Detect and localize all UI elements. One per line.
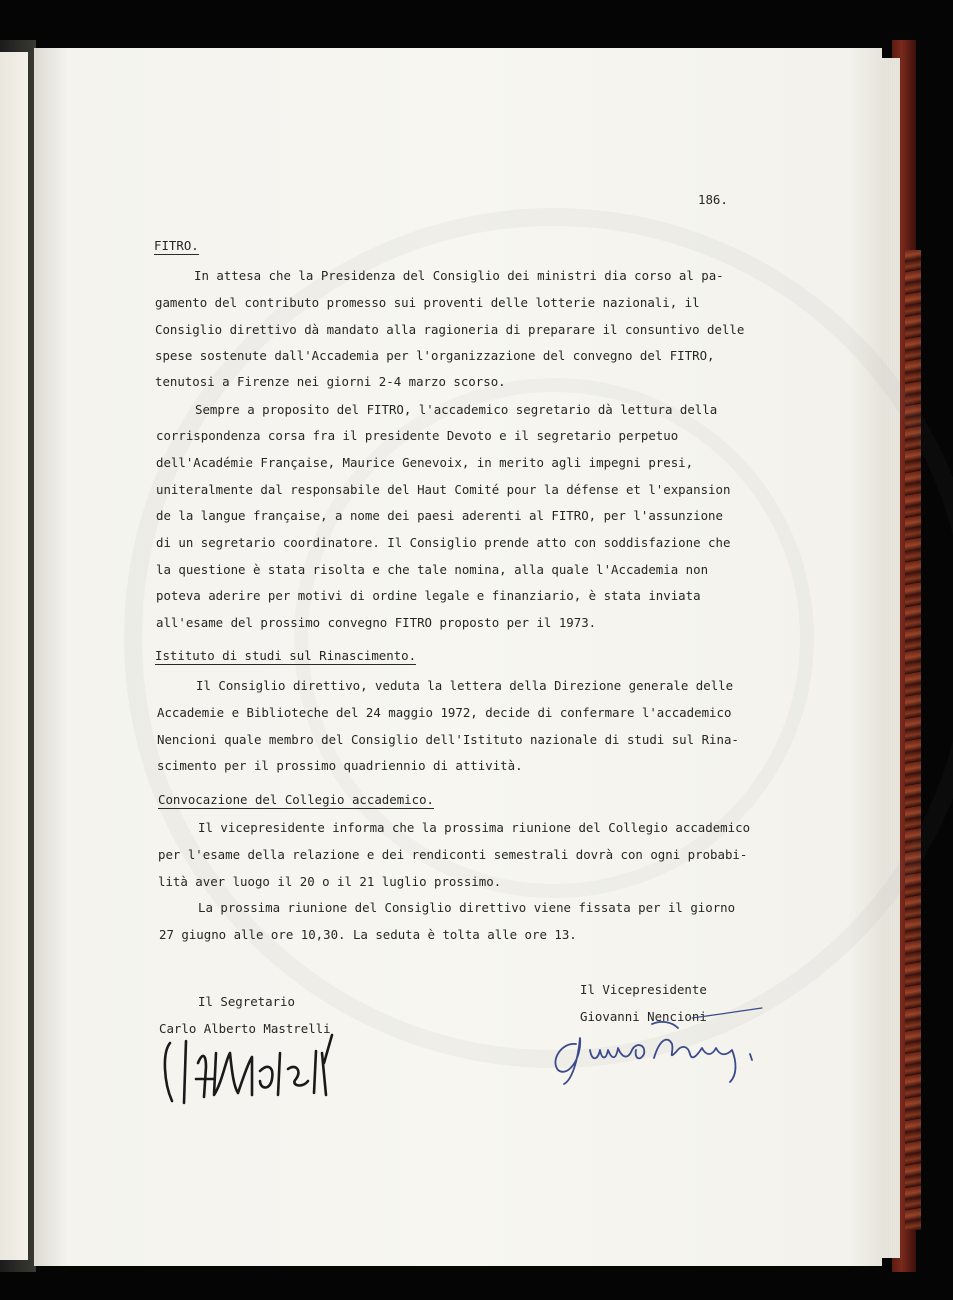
paragraph-line: dell'Académie Française, Maurice Genevoix, in merito agli impegni presi,	[156, 455, 694, 470]
section-heading-fitro: FITRO.	[154, 238, 199, 253]
paragraph-line: per l'esame della relazione e dei rendiconti semestrali dovrà con ogni probabi-	[158, 847, 748, 862]
paragraph-line: Il Consiglio direttivo, veduta la lettera della Direzione generale delle	[196, 678, 734, 693]
paragraph-line: all'esame del prossimo convegno FITRO proposto per il 1973.	[156, 615, 597, 630]
paragraph-line: gamento del contributo promesso sui proventi delle lotterie nazionali, il	[155, 295, 700, 310]
paragraph-line: Consiglio direttivo dà mandato alla ragioneria di preparare il consuntivo delle	[155, 322, 745, 337]
paragraph-line: 27 giugno alle ore 10,30. La seduta è tolta alle ore 13.	[159, 927, 577, 942]
left-page-edge	[0, 52, 28, 1260]
right-signatory-title: Il Vicepresidente	[580, 982, 707, 997]
paragraph-line: corrispondenza corsa fra il presidente Devoto e il segretario perpetuo	[156, 428, 679, 443]
signature-left	[156, 1023, 356, 1113]
section-heading-istituto: Istituto di studi sul Rinascimento.	[155, 648, 417, 663]
paragraph-line: de la langue française, a nome dei paesi aderenti al FITRO, per l'assunzione	[156, 508, 723, 523]
paragraph-line: Il vicepresidente informa che la prossima riunione del Collegio accademico	[198, 820, 751, 835]
signature-right	[542, 998, 782, 1088]
section-heading-convocazione: Convocazione del Collegio accademico.	[158, 792, 435, 807]
paragraph-line: poteva aderire per motivi di ordine legale e finanziario, è stata inviata	[156, 588, 701, 603]
paragraph-line: uniteralmente dal responsabile del Haut Comité pour la défense et l'expansion	[156, 482, 731, 497]
paragraph-line: Accademie e Biblioteche del 24 maggio 1972, decide di confermare l'accademico	[157, 705, 732, 720]
page-text	[34, 48, 882, 1266]
left-signatory-title: Il Segretario	[198, 994, 295, 1009]
document-page	[34, 48, 882, 1266]
paragraph-line: spese sostenute dall'Accademia per l'organizzazione del convegno del FITRO,	[155, 348, 715, 363]
paragraph-line: In attesa che la Presidenza del Consiglio dei ministri dia corso al pa-	[194, 268, 724, 283]
paragraph-line: scimento per il prossimo quadriennio di attività.	[157, 758, 523, 773]
paragraph-line: Sempre a proposito del FITRO, l'accademico segretario dà lettura della	[195, 402, 718, 417]
paragraph-line: di un segretario coordinatore. Il Consiglio prende atto con soddisfazione che	[156, 535, 731, 550]
paragraph-line: Nencioni quale membro del Consiglio dell'Istituto nazionale di studi sul Rina-	[157, 732, 739, 747]
right-signatory-name: Giovanni Nencioni	[580, 1009, 707, 1024]
paragraph-line: tenutosi a Firenze nei giorni 2-4 marzo scorso.	[155, 374, 506, 389]
paragraph-line: la questione è stata risolta e che tale nomina, alla quale l'Accademia non	[156, 562, 709, 577]
page-number: 186.	[698, 192, 728, 207]
left-signatory-name: Carlo Alberto Mastrelli	[159, 1021, 331, 1036]
paragraph-line: La prossima riunione del Consiglio direttivo viene fissata per il giorno	[198, 900, 736, 915]
paragraph-line: lità aver luogo il 20 o il 21 luglio prossimo.	[158, 874, 502, 889]
